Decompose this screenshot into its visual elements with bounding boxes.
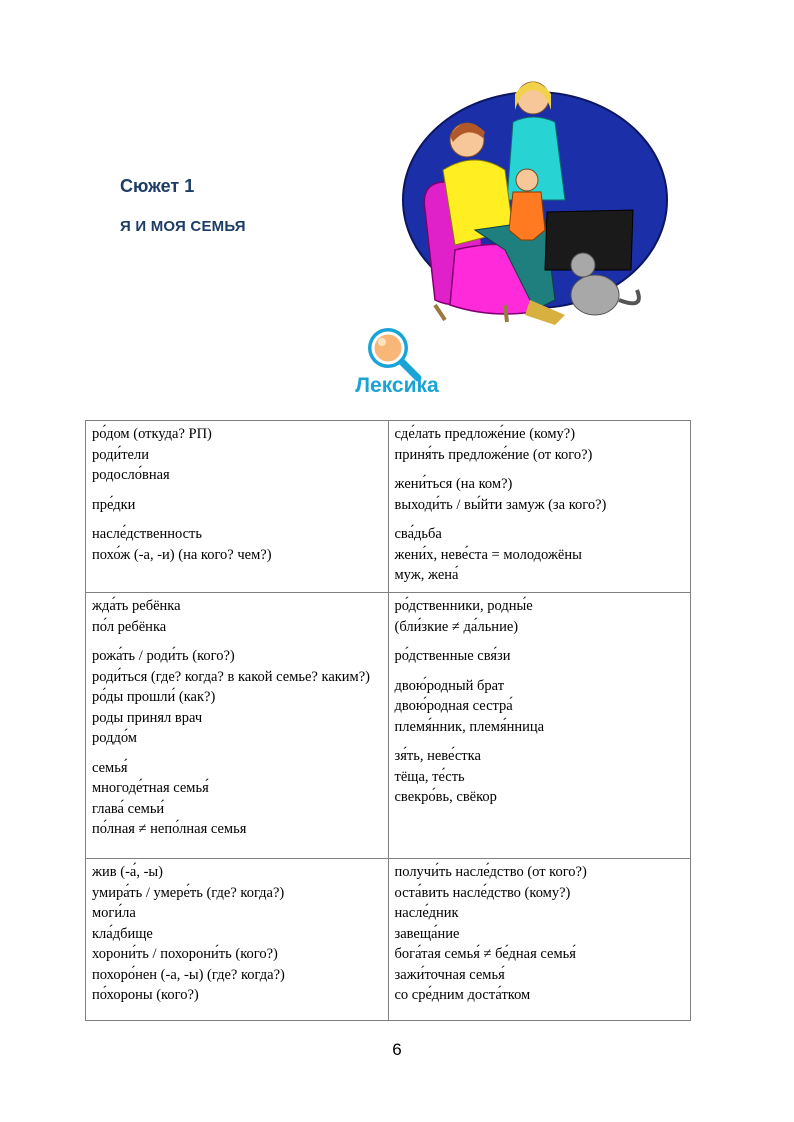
page-number: 6 bbox=[392, 1040, 402, 1059]
table-cell-left bbox=[86, 859, 389, 1021]
table-cell-left bbox=[86, 593, 389, 859]
vocabulary-entry: пре́дки bbox=[92, 496, 136, 513]
vocabulary-entry: похо́ж (-а, -и) (на кого? чем?) bbox=[92, 546, 272, 563]
vocabulary-entry: ро́ды прошли́ (как?) bbox=[92, 689, 216, 705]
vocabulary-entry: приня́ть предложе́ние (от кого?) bbox=[394, 446, 593, 463]
vocabulary-entry: насле́дственность bbox=[92, 526, 202, 542]
section-heading: Лексика bbox=[355, 374, 439, 397]
vocabulary-entry: роди́ться (где? когда? в какой семье? каким?) bbox=[92, 668, 370, 685]
table-cell-right bbox=[388, 593, 691, 859]
vocabulary-entry: двою́родный брат bbox=[394, 677, 505, 694]
vocabulary-entry: ро́дственные свя́зи bbox=[394, 648, 511, 664]
vocabulary-entry: семья́ bbox=[92, 759, 128, 776]
vocabulary-entry: умира́ть / умере́ть (где? когда?) bbox=[92, 884, 285, 901]
vocabulary-entry: по́лная ≠ непо́лная семья bbox=[92, 821, 247, 837]
vocabulary-entry: сде́лать предложе́ние (кому?) bbox=[394, 426, 576, 442]
vocabulary-entry: со сре́дним доста́тком bbox=[394, 987, 531, 1003]
vocabulary-entry: роддо́м bbox=[92, 730, 137, 746]
vocabulary-entry: ро́дственники, родны́е bbox=[394, 598, 533, 614]
vocabulary-entry: роди́тели bbox=[92, 446, 149, 463]
table-row bbox=[86, 859, 691, 1021]
vocabulary-entry: многоде́тная семья́ bbox=[92, 780, 209, 796]
vocabulary-entry: глава́ семьи́ bbox=[92, 800, 165, 817]
vocabulary-entry: похоро́нен (-а, -ы) (где? когда?) bbox=[92, 966, 285, 983]
family-illustration bbox=[395, 70, 675, 330]
vocabulary-entry: завеща́ние bbox=[394, 925, 460, 942]
vocabulary-entry: зажи́точная семья́ bbox=[394, 966, 505, 983]
vocabulary-entry: кла́дбище bbox=[92, 925, 153, 942]
vocabulary-table bbox=[85, 420, 691, 1021]
vocabulary-entry: бога́тая семья́ ≠ бе́дная семья́ bbox=[394, 946, 576, 962]
vocabulary-entry: (бли́зкие ≠ да́льние) bbox=[394, 618, 519, 635]
vocabulary-entry: сва́дьба bbox=[394, 526, 442, 542]
plot-title: Сюжет 1 bbox=[120, 176, 195, 196]
vocabulary-entry: получи́ть насле́дство (от кого?) bbox=[394, 864, 587, 880]
vocabulary-entry: свекро́вь, свёкор bbox=[394, 789, 497, 805]
vocabulary-entry: жени́х, неве́ста = молодожёны bbox=[394, 546, 582, 563]
table-cell-right bbox=[388, 859, 691, 1021]
vocabulary-entry: муж, жена́ bbox=[394, 567, 459, 583]
vocabulary-entry: моги́ла bbox=[92, 905, 136, 921]
table-cell-right bbox=[388, 421, 691, 593]
vocabulary-entry: хорони́ть / похорони́ть (кого?) bbox=[92, 946, 278, 962]
vocabulary-entry: насле́дник bbox=[394, 905, 459, 921]
vocabulary-entry: жив (-а́, -ы) bbox=[92, 864, 163, 880]
vocabulary-entry: племя́нник, племя́нница bbox=[394, 718, 545, 735]
vocabulary-entry: родосло́вная bbox=[92, 467, 170, 483]
vocabulary-entry: оста́вить насле́дство (кому?) bbox=[394, 884, 571, 901]
table-row bbox=[86, 421, 691, 593]
vocabulary-entry: жени́ться (на ком?) bbox=[394, 476, 513, 492]
vocabulary-entry: выходи́ть / вы́йти замуж (за кого?) bbox=[394, 496, 607, 513]
vocabulary-entry: двою́родная сестра́ bbox=[394, 698, 513, 714]
vocabulary-entry: по́л ребёнка bbox=[92, 618, 167, 635]
plot-subtitle: Я И МОЯ СЕМЬЯ bbox=[120, 218, 246, 235]
vocabulary-entry: зя́ть, неве́стка bbox=[394, 748, 481, 764]
vocabulary-entry: ро́дом (откуда? РП) bbox=[92, 426, 212, 442]
vocabulary-entry: по́хороны (кого?) bbox=[92, 987, 199, 1003]
vocabulary-entry: жда́ть ребёнка bbox=[92, 598, 181, 614]
vocabulary-entry: роды принял врач bbox=[92, 709, 203, 726]
vocabulary-entry: тёща, те́сть bbox=[394, 768, 465, 785]
table-row bbox=[86, 593, 691, 859]
vocabulary-entry: рожа́ть / роди́ть (кого?) bbox=[92, 648, 235, 664]
table-cell-left bbox=[86, 421, 389, 593]
